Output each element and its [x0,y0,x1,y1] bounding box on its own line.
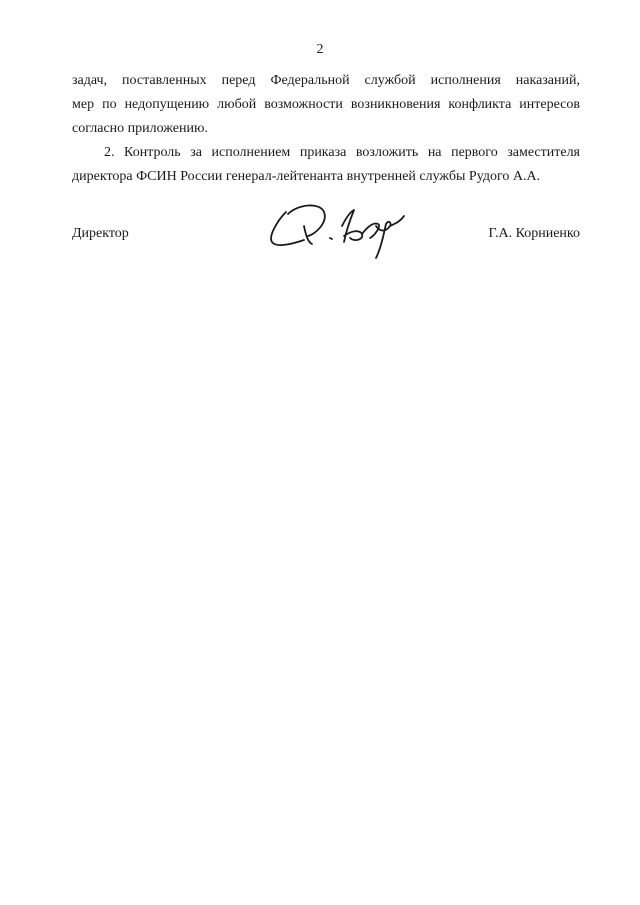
paragraph-line: 2. Контроль за исполнением приказа возложить на первого заместителя [104,145,580,160]
page-number: 2 [316,42,324,57]
signatory-name: Г.А. Корниенко [488,226,580,241]
signatory-title: Директор [72,226,129,241]
paragraph-line: задач, поставленных перед Федеральной службой исполнения наказаний, [72,73,580,88]
signature-block [72,196,580,266]
handwritten-signature [264,196,414,262]
paragraph-continuation [72,69,580,141]
paragraph-2 [72,141,580,189]
paragraph-line: согласно приложению. [72,121,208,136]
paragraph-line: мер по недопущению любой возможности возникновения конфликта интересов [72,97,580,112]
paragraph-line: директора ФСИН России генерал-лейтенанта внутренней службы Рудого А.А. [72,169,541,184]
